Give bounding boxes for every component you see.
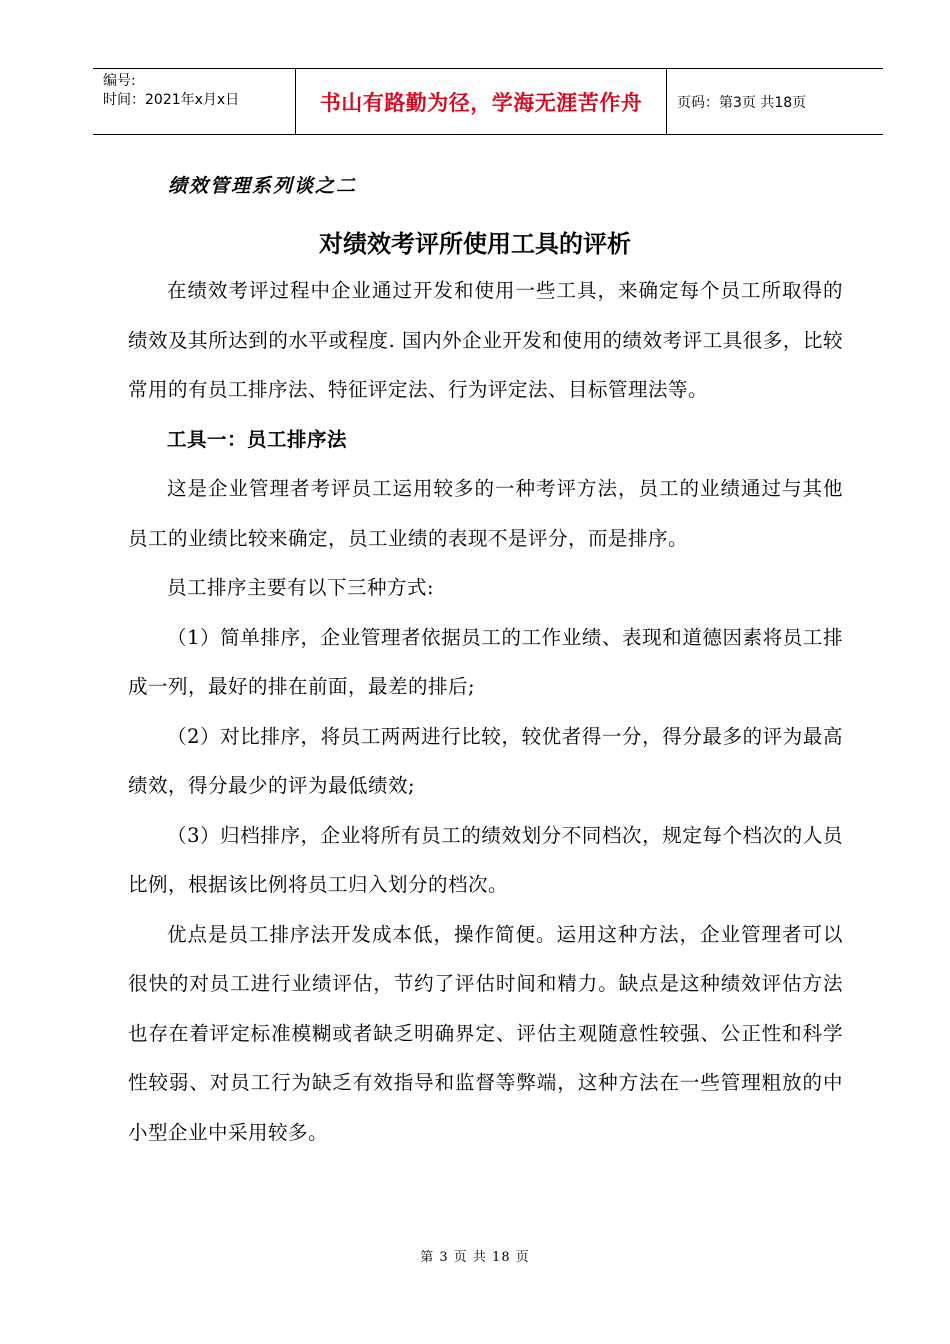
time-label: 时间：2021年x月x日 [103,92,240,108]
document-title: 对绩效考评所使用工具的评析 [319,230,631,258]
paragraph: 员工排序主要有以下三种方式: [167,576,435,599]
paragraph-intro: 在绩效考评过程中企业通过开发和使用一些工具，来确定每个员工所取得的绩效及其所达到的水平或程度. 国内外企业开发和使用的绩效考评工具很多，比较常用的有员工排序法、特征评定法、行为评定法、目标管理法等。 [128,279,843,401]
list-item: （2）对比排序，将员工两两进行比较，较优者得一分，得分最多的评为最高绩效，得分最少的评为最低绩效; [128,724,843,797]
document-body [128,266,843,1157]
section-heading: 工具一：员工排序法 [167,427,348,451]
series-title: 绩效管理系列谈之二 [168,175,358,197]
header-page-label: 页码：第3页 共18页 [677,94,807,111]
page-header [93,68,883,135]
paragraph: 这是企业管理者考评员工运用较多的一种考评方法，员工的业绩通过与其他员工的业绩比较来确定，员工业绩的表现不是评分，而是排序。 [128,477,843,550]
paragraph: 优点是员工排序法开发成本低，操作简便。运用这种方法，企业管理者可以很快的对员工进行业绩评估，节约了评估时间和精力。缺点是这种绩效评估方法也存在着评定标准模糊或者缺乏明确界定、评估主观随意性较强、公正性和科学性较弱、对员工行为缺乏有效指导和监督等弊端，这种方法在一些管理粗放的中小型企业中采用较多。 [128,922,843,1144]
header-motto: 书山有路勤为径，学海无涯苦作舟 [295,69,667,134]
page-footer: 第 3 页 共 18 页 [420,1250,530,1265]
list-item: （3）归档排序，企业将所有员工的绩效划分不同档次，规定每个档次的人员比例，根据该比例将员工归入划分的档次。 [128,823,843,896]
list-item: （1）简单排序，企业管理者依据员工的工作业绩、表现和道德因素将员工排成一列，最好的排在前面，最差的排后; [128,625,843,698]
header-meta [93,69,295,134]
serial-label: 编号: [103,73,136,89]
